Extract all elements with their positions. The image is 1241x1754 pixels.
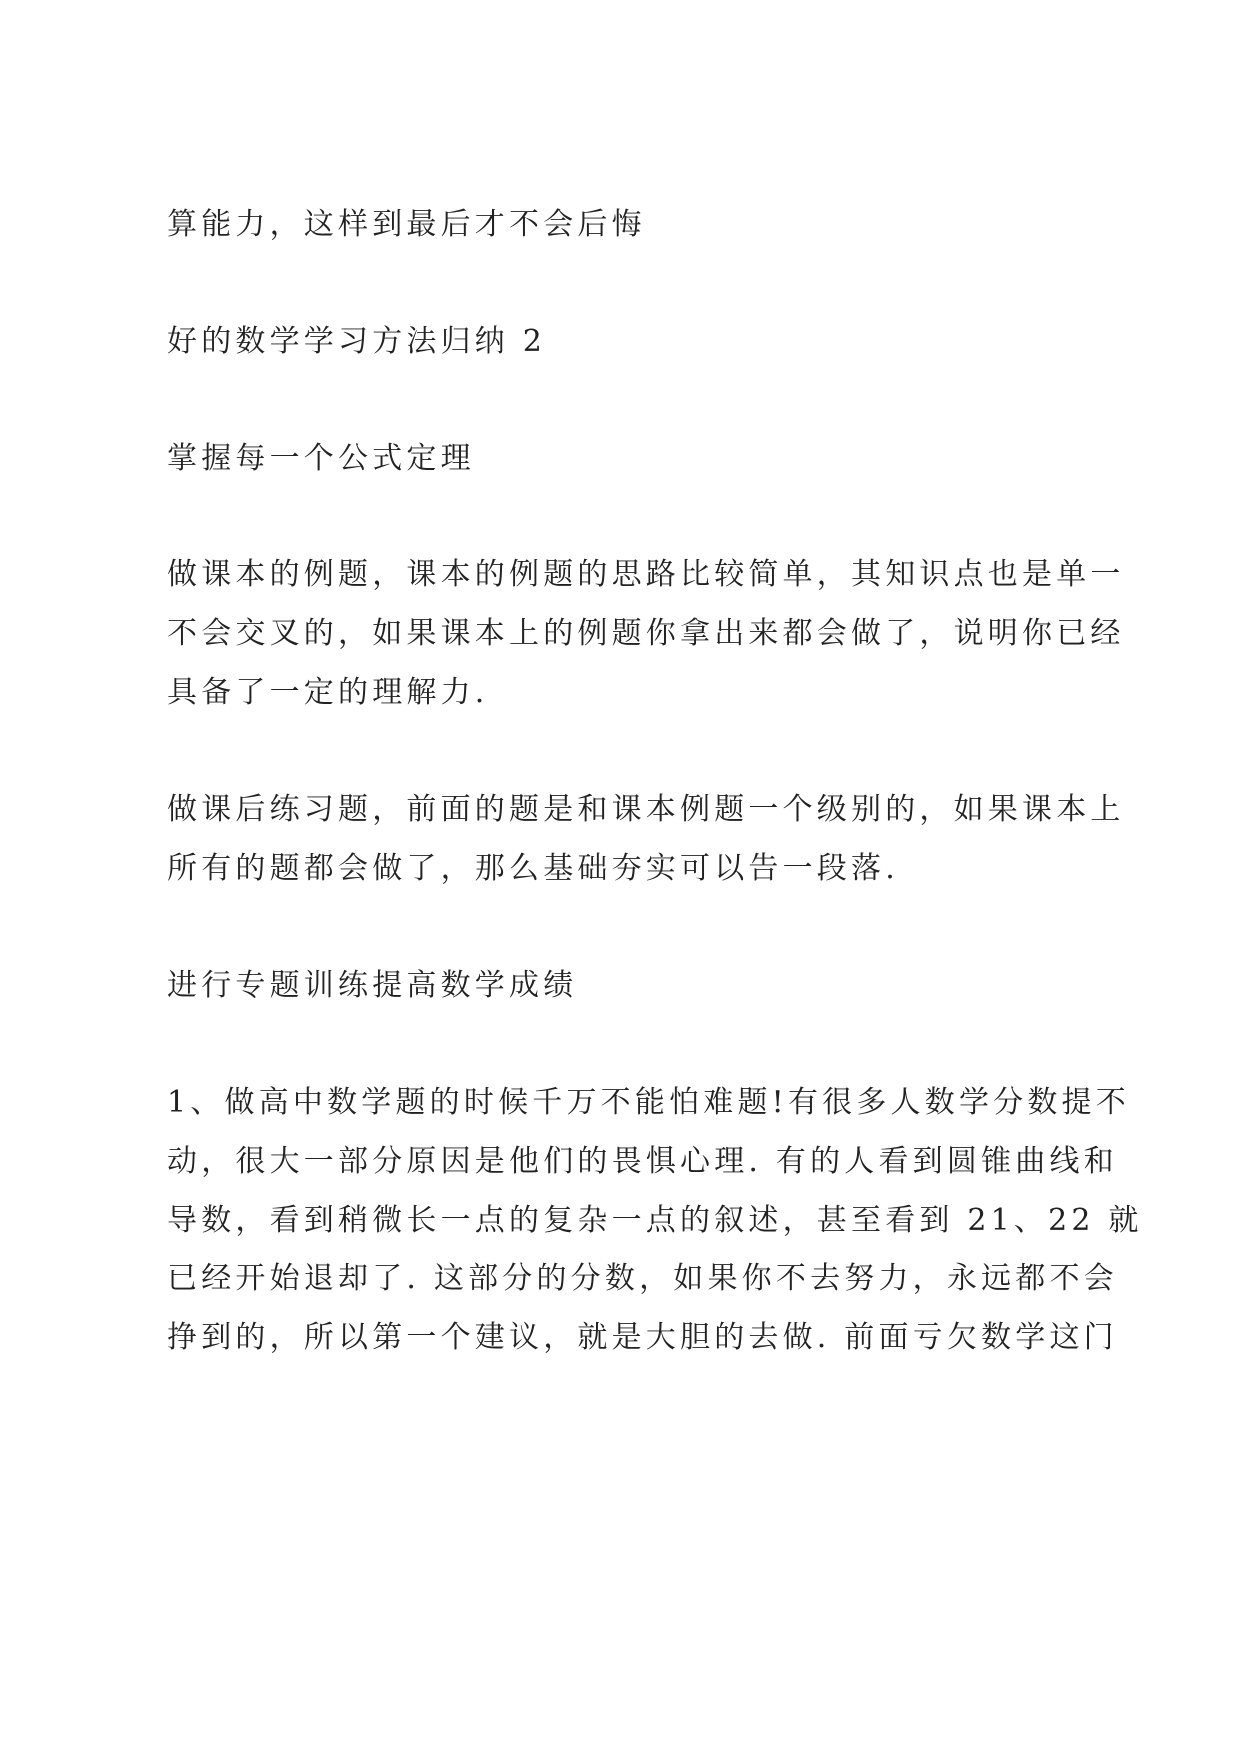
- paragraph-line: 1、做高中数学题的时候千万不能怕难题!有很多人数学分数提不: [167, 1085, 1130, 1120]
- paragraph-line: 不会交叉的，如果课本上的例题你拿出来都会做了，说明你已经: [167, 616, 1125, 651]
- paragraph-line: 动，很大一部分原因是他们的畏惧心理. 有的人看到圆锥曲线和: [167, 1144, 1118, 1179]
- section-heading: 好的数学学习方法归纳 2: [167, 324, 547, 359]
- paragraph-line: 挣到的，所以第一个建议，就是大胆的去做. 前面亏欠数学这门: [167, 1320, 1118, 1355]
- paragraph-line: 做课本的例题，课本的例题的思路比较简单，其知识点也是单一: [167, 557, 1125, 592]
- subsection-heading: 进行专题训练提高数学成绩: [167, 968, 578, 1003]
- paragraph-line: 具备了一定的理解力.: [167, 675, 489, 710]
- paragraph-line: 做课后练习题，前面的题是和课本例题一个级别的，如果课本上: [167, 792, 1125, 827]
- paragraph-line: 算能力，这样到最后才不会后悔: [167, 207, 646, 242]
- subsection-heading: 掌握每一个公式定理: [167, 441, 475, 476]
- paragraph-line: 所有的题都会做了，那么基础夯实可以告一段落.: [167, 851, 899, 886]
- paragraph-line: 导数，看到稍微长一点的复杂一点的叙述，甚至看到 21、22 就: [167, 1203, 1143, 1238]
- paragraph-line: 已经开始退却了. 这部分的分数，如果你不去努力，永远都不会: [167, 1261, 1118, 1296]
